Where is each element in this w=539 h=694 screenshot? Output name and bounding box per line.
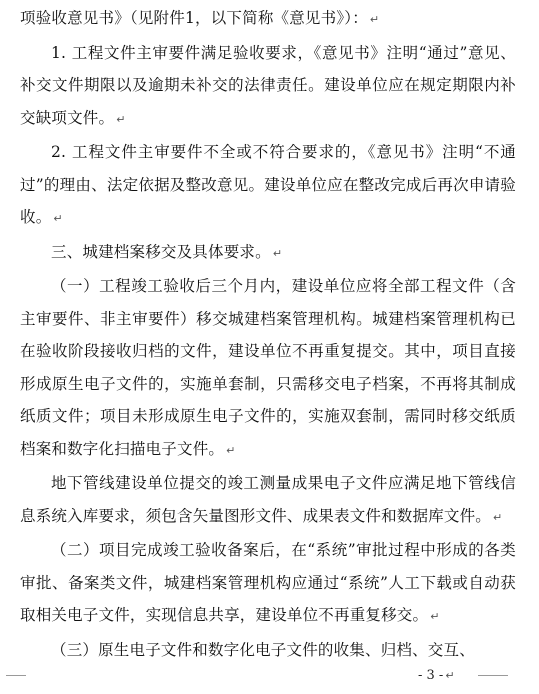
page-number — [418, 668, 455, 683]
paragraph-mark-icon: ↵ — [53, 212, 63, 225]
paragraph-text: 地下管线建设单位提交的竣工测量成果电子文件应满足地下管线信息系统入库要求，须包含矢量图形文件、成果表文件和数据库文件。 — [20, 474, 516, 525]
paragraph — [20, 37, 516, 137]
paragraph-mark-icon: ↵ — [445, 669, 455, 682]
footer-rule-right — [478, 675, 508, 676]
paragraph-text: （三）原生电子文件和数字化电子文件的收集、归档、交互、 — [51, 640, 475, 659]
page-number-text: - 3 - — [418, 668, 444, 683]
paragraph-text: 三、城建档案移交及具体要求。 — [51, 242, 271, 261]
paragraph-mark-icon: ↵ — [493, 510, 503, 524]
body-text — [20, 2, 516, 666]
paragraph-text: 2. 工程文件主审要件不全或不符合要求的，《意见书》注明“不通过”的理由、法定依据及整改意见。建设单位应在整改完成后再次申请验收。 — [20, 143, 516, 226]
paragraph-mark-icon: ↵ — [272, 246, 283, 260]
paragraph — [20, 634, 516, 667]
paragraph-text: （二）项目完成竣工验收备案后，在“系统”审批过程中形成的各类审批、备案类文件，城建档案管理机构应通过“系统”人工下载或自动获取相关电子文件，实现信息共享，建设单位不再重复移交。 — [20, 541, 516, 624]
footer-rule-left — [6, 675, 26, 676]
paragraph — [20, 270, 516, 467]
paragraph-mark-icon: ↵ — [369, 13, 380, 26]
paragraph — [20, 136, 516, 236]
paragraph-mark-icon: ↵ — [430, 610, 440, 623]
paragraph — [20, 467, 516, 534]
section-heading — [20, 236, 516, 271]
paragraph-mark-icon: ↵ — [226, 443, 236, 457]
paragraph-text: 1. 工程文件主审要件满足验收要求，《意见书》注明“通过”意见、补交文件期限以及逾期未补交的法律责任。建设单位应在规定期限内补交缺项文件。 — [20, 43, 516, 127]
paragraph-text: 项验收意见书》（见附件1，以下简称《意见书》）： — [20, 9, 368, 27]
page-footer — [0, 668, 539, 688]
paragraph-mark-icon: ↵ — [116, 112, 126, 126]
paragraph — [20, 2, 516, 37]
paragraph-text: （一）工程竣工验收后三个月内，建设单位应将全部工程文件（含主审要件、非主审要件）移交城建档案管理机构。城建档案管理机构已在验收阶段接收归档的文件，建设单位不再重复提交。其中，项目直接形成原生电子文件的，实施单套制，只需移交电子档案，不再将其制成纸质文件；项目未形成原生电子文件的，实施双套制，需同时移交纸质档案和数字化扫描电子文件。 — [20, 277, 516, 458]
paragraph — [20, 534, 516, 634]
